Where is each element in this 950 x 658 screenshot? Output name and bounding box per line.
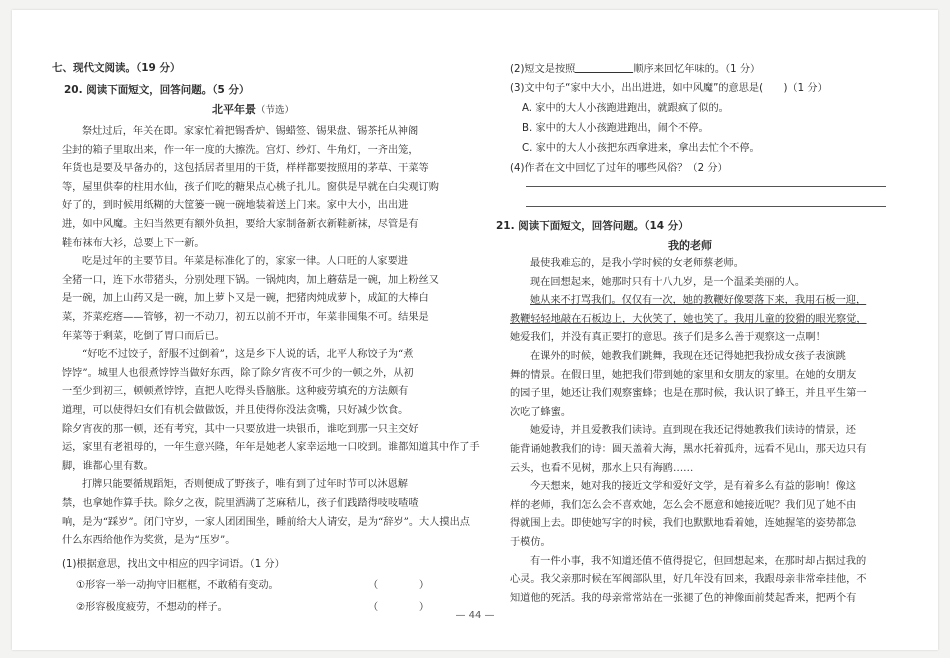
passage-line: “好吃不过饺子，舒服不过倒着”，这是乡下人说的话，北平人称饺子为“煮: [82, 349, 414, 361]
passage-line: 全猪一口，连下水带猪头，分别处理下锅。一锅炖肉，加上蘑菇是一碗，加上粉丝又: [62, 274, 439, 286]
answer-paren-1[interactable]: （ ）: [368, 580, 430, 591]
passage-line: 是一碗，加上山药又是一碗，加上萝卜又是一碗，把猪肉炖成萝卜，成缸的大棒白: [62, 293, 429, 305]
section-title: 七、现代文阅读。（19 分）: [52, 62, 181, 74]
option-b[interactable]: B. 家中的大人小孩跑进跑出，闹个不停。: [522, 123, 709, 134]
passage-line: 在课外的时候，她教我们跳舞，我现在还记得她把我扮成女孩子表演跳: [530, 351, 846, 362]
passage-line: 有一件小事，我不知道还值不值得提它，但回想起来，在那时却占据过我的: [530, 555, 867, 567]
option-2: ②形容极度疲劳，不想动的样子。: [76, 602, 228, 613]
option-a[interactable]: A. 家中的大人小孩跑进跑出，就跟疯了似的。: [522, 103, 729, 114]
passage-line: 响，是为“踩岁”。闭门守岁，一家人团团围坐，睡前给大人请安，是为“辞岁”。大人摸出点: [62, 516, 470, 528]
passage-line: 样的老师，我们怎么会不喜欢她，怎么会不愿意和她接近呢？我们见了她不由: [510, 499, 857, 511]
passage-line: 一至少到初三，顿顿煮饽饽，直把人吃得头昏脑胀。这种疲劳填充的方法颇有: [62, 386, 409, 398]
passage-line: 现在回想起来，她那时只有十八九岁，是一个温柔美丽的人。: [530, 276, 806, 288]
passage-line: 好了的，到时候用纸糊的大筐篓一碗一碗地装着送上门来。家中大小，出出进: [62, 200, 409, 212]
passage-line: 进，如中风魔。主妇当然更有额外负担，要给大家制备新衣新鞋新袜，尽管是有: [62, 219, 419, 230]
passage-line: 教鞭轻轻地敲在石板边上，大伙笑了，她也笑了。我用儿童的狡猾的眼光察觉，: [510, 313, 867, 325]
passage-line: 脚，谁都心里有数。: [62, 460, 154, 472]
answer-line-1[interactable]: [526, 186, 886, 187]
passage-line: 饽饽”。城里人也很煮饽饽当做好东西，除了除夕宵夜不可少的一顿之外，从初: [62, 367, 414, 379]
passage-line: 等，屋里供奉的柱用水仙，孩子们吃的糖果点心桃子扎儿。窗供是早就在白尖观订购: [62, 181, 439, 193]
passage2-title: 我的老师: [668, 239, 712, 252]
passage-line: 菜，芥菜疙瘩——管够，初一不动刀，初五以前不开市，年菜非囤集不可。结果是: [62, 312, 429, 323]
passage-line: 她从来不打骂我们。仅仅有一次，她的教鞭好像要落下来，我用石板一迎，: [530, 295, 867, 307]
sub-question-4: (4)作者在文中回忆了过年的哪些风俗？（2 分）: [510, 163, 728, 174]
passage-line: 年货也是要及早备办的，这包括居者里用的干货，样样都要按照用的茅草、干菜等: [62, 163, 429, 175]
sub-question-3: (3)文中句子“家中大小，出出进进，如中风魔”的意思是( )（1 分）: [510, 83, 828, 94]
passage-title-text: 北平年景: [212, 103, 256, 116]
sub-question-1: (1)根据意思，找出文中相应的四字词语。（1 分）: [62, 559, 285, 570]
passage-title: [212, 104, 294, 117]
exam-page: [12, 10, 938, 650]
passage-subtitle: （节选）: [256, 105, 295, 116]
passage-line: 禁，也拿她作算手扶。除夕之夜，院里洒满了芝麻秸儿，孩子们践踏得吱吱喳喳: [62, 498, 419, 509]
option-c[interactable]: C. 家中的大人小孩把东西拿进来，拿出去忙个不停。: [522, 143, 760, 154]
passage-line: 道理，可以使得妇女们有机会做做饭，并且使得你没法贪嘴，只好减少饮食。: [62, 405, 409, 416]
passage-line: 年菜等于剩菜，吃倒了胃口而后已。: [62, 330, 225, 342]
answer-paren-2[interactable]: （ ）: [368, 602, 430, 613]
option-1: ①形容一举一动拘守旧框框，不敢稍有变动。: [76, 580, 279, 591]
passage-line: 知道他的死活。我的母亲常常站在一张褪了色的神像面前焚起香来，把两个有: [510, 592, 857, 604]
question-20-header: 20. 阅读下面短文，回答问题。（5 分）: [64, 84, 250, 96]
sub-question-2-prefix: (2)短文是按照: [510, 64, 576, 75]
passage-line: 次吃了蜂蜜。: [510, 406, 572, 418]
passage-line: 打牌只能要循规蹈矩，否则便成了野孩子，唯有到了过年时节可以沐恩解: [82, 479, 408, 491]
passage-line: 尘封的箱子里取出来，作一年一度的大擦洗。宫灯、纱灯、牛角灯，一齐出笼，: [62, 144, 419, 156]
passage-line: 心灵。我父亲那时候在军阀部队里，好几年没有回来，我跟母亲非常牵挂他，不: [510, 574, 867, 586]
passage-line: 云头，也看不见树，那水上只有海鸥……: [510, 462, 694, 474]
passage-line: 今天想来，她对我的接近文学和爱好文学，是有着多么有益的影响！像这: [530, 481, 856, 493]
passage-line: 得就围上去。即使她写字的时候，我们也默默地看着她，连她握笔的姿势都急: [510, 518, 857, 530]
passage-line: 能背诵她教我们的诗：圆天盖着大海，黑水托着孤舟，远看不见山，那天边只有: [510, 444, 867, 455]
sub-question-2-suffix: 顺序来回忆年味的。（1 分）: [633, 64, 761, 75]
passage-line: 除夕宵夜的那一顿，还有考究，其中一只要放进一块银币，谁吃到那一只主交好: [62, 423, 419, 435]
passage-line: 舞的情景。在假日里，她把我们带到她的家里和女朋友的家里。在她的女朋友: [510, 369, 857, 381]
answer-blank[interactable]: [575, 62, 633, 73]
passage-line: 的园子里，她还让我们观察蜜蜂；也是在那时候，我认识了蜂王，并且平生第一: [510, 388, 867, 400]
passage-line: 运，家里有老祖母的，一年生意兴隆，年年是她老人家幸运地一口咬到。谁都知道其中作了手: [62, 442, 480, 454]
passage-line: 什么东西给他作为奖赏，是为“压岁”。: [62, 535, 236, 547]
passage-line: 祭灶过后，年关在即。家家忙着把锡香炉、锡蜡签、锡果盘、锡茶托从神阁: [82, 126, 419, 137]
passage-line: 她爱诗，并且爱教我们读诗。直到现在我还记得她教我们读诗的情景，还: [530, 425, 856, 437]
passage-line: 最使我难忘的，是我小学时候的女老师蔡老师。: [530, 258, 744, 269]
passage-line: 鞋布袜布大衫，总要上下一新。: [62, 237, 205, 249]
passage-line: 她爱我们，并没有真正要打的意思。孩子们是多么善于观察这一点啊！: [510, 332, 826, 344]
sub-question-2: [510, 62, 760, 76]
page-number: — 44 —: [455, 610, 495, 621]
passage-line: 于模仿。: [510, 537, 551, 548]
passage-line: 吃是过年的主要节目。年菜是标准化了的，家家一律。人口旺的人家要进: [82, 256, 408, 268]
question-21-header: 21. 阅读下面短文，回答问题。（14 分）: [496, 220, 689, 232]
answer-line-2[interactable]: [526, 206, 886, 207]
